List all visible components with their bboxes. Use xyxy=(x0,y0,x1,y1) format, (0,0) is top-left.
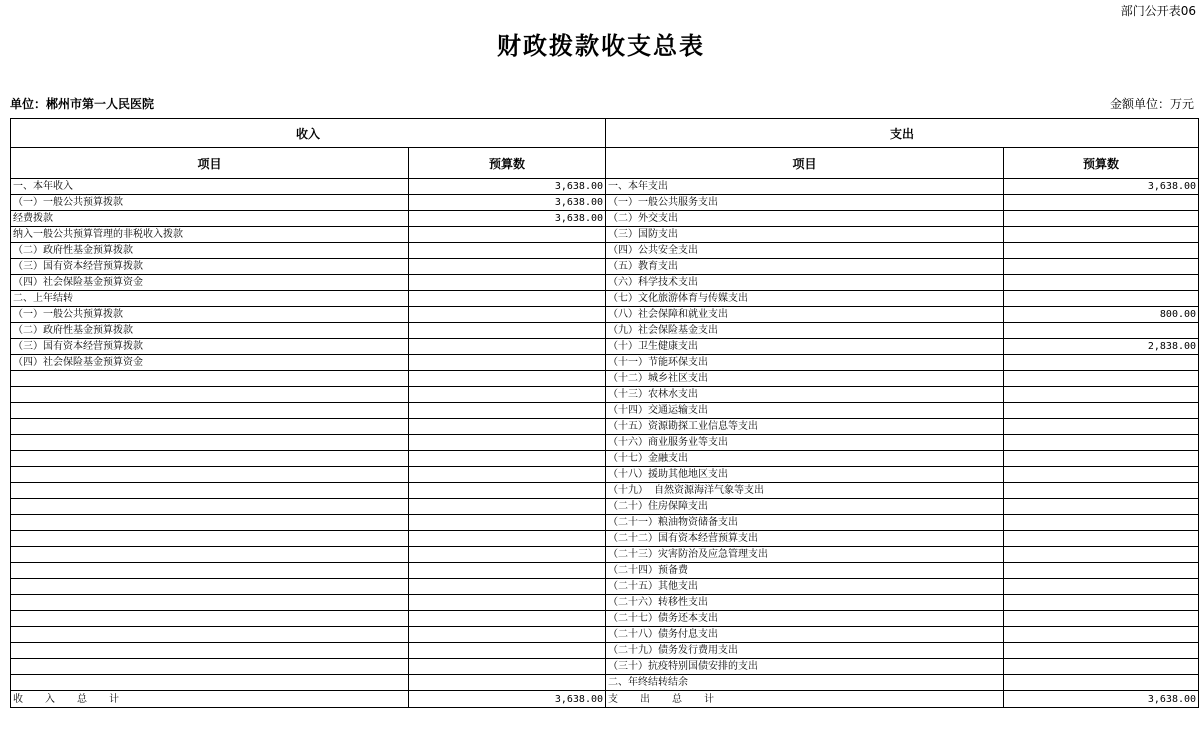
table-row xyxy=(11,387,1199,403)
table-row xyxy=(11,179,1199,195)
income-item-cell xyxy=(11,419,409,435)
table-row xyxy=(11,227,1199,243)
expense-value-cell xyxy=(1004,563,1199,579)
table-row xyxy=(11,515,1199,531)
expense-value-cell xyxy=(1004,323,1199,339)
income-item-cell: 纳入一般公共预算管理的非税收入拨款 xyxy=(11,227,409,243)
income-value-cell xyxy=(409,547,606,563)
income-value-cell xyxy=(409,435,606,451)
expense-value-cell xyxy=(1004,435,1199,451)
expense-value-cell xyxy=(1004,371,1199,387)
unit-row xyxy=(10,95,1194,109)
table-row xyxy=(11,579,1199,595)
page-title: 财政拨款收支总表 xyxy=(497,31,705,60)
expense-value-cell xyxy=(1004,467,1199,483)
header-row-sections xyxy=(11,119,1199,148)
table-row xyxy=(11,643,1199,659)
income-value-cell xyxy=(409,403,606,419)
expense-item-cell: （十一）节能环保支出 xyxy=(606,355,1004,371)
expense-value-cell xyxy=(1004,387,1199,403)
income-value-cell xyxy=(409,483,606,499)
expense-item-cell: （十三）农林水支出 xyxy=(606,387,1004,403)
expense-value-cell: 800.00 xyxy=(1004,307,1199,323)
income-value-cell xyxy=(409,243,606,259)
expense-budget-header: 预算数 xyxy=(1004,148,1199,179)
income-item-header: 项目 xyxy=(11,148,409,179)
expense-total-label xyxy=(606,691,1004,708)
income-item-cell: （一）一般公共预算拨款 xyxy=(11,307,409,323)
header-row-columns xyxy=(11,148,1199,179)
total-row xyxy=(11,691,1199,708)
income-total-text: 收入总计 xyxy=(13,693,141,705)
expense-item-cell: （二十六）转移性支出 xyxy=(606,595,1004,611)
income-value-cell xyxy=(409,419,606,435)
income-value-cell: 3,638.00 xyxy=(409,195,606,211)
table-row xyxy=(11,371,1199,387)
income-value-cell xyxy=(409,307,606,323)
table-row xyxy=(11,483,1199,499)
expense-item-cell: （二十一）粮油物资储备支出 xyxy=(606,515,1004,531)
table-row xyxy=(11,355,1199,371)
income-value-cell xyxy=(409,275,606,291)
income-item-cell xyxy=(11,531,409,547)
expense-value-cell xyxy=(1004,211,1199,227)
table-row xyxy=(11,419,1199,435)
table-body xyxy=(11,179,1199,691)
income-total-label xyxy=(11,691,409,708)
expense-value-cell: 3,638.00 xyxy=(1004,179,1199,195)
table-row xyxy=(11,451,1199,467)
income-value-cell xyxy=(409,291,606,307)
table-row xyxy=(11,259,1199,275)
expense-value-cell xyxy=(1004,243,1199,259)
expense-item-cell: （二）外交支出 xyxy=(606,211,1004,227)
expense-value-cell xyxy=(1004,355,1199,371)
income-value-cell xyxy=(409,531,606,547)
table-row xyxy=(11,291,1199,307)
income-value-cell xyxy=(409,515,606,531)
expense-value-cell xyxy=(1004,259,1199,275)
income-item-cell: （一）一般公共预算拨款 xyxy=(11,195,409,211)
income-item-cell xyxy=(11,563,409,579)
expense-value-cell xyxy=(1004,419,1199,435)
table-row xyxy=(11,547,1199,563)
table-row xyxy=(11,467,1199,483)
income-value-cell xyxy=(409,371,606,387)
table-row xyxy=(11,675,1199,691)
income-value-cell xyxy=(409,595,606,611)
amount-unit: 金额单位：万元 xyxy=(1109,97,1194,111)
income-item-cell xyxy=(11,371,409,387)
expense-item-cell: （十八）援助其他地区支出 xyxy=(606,467,1004,483)
income-item-cell xyxy=(11,435,409,451)
income-item-cell xyxy=(11,579,409,595)
table-row xyxy=(11,211,1199,227)
income-value-cell xyxy=(409,499,606,515)
income-value-cell xyxy=(409,611,606,627)
income-value-cell xyxy=(409,355,606,371)
document-code: 部门公开表06 xyxy=(1120,4,1196,18)
expense-total-text: 支出总计 xyxy=(608,693,737,705)
table-row xyxy=(11,595,1199,611)
income-value-cell xyxy=(409,643,606,659)
table-row xyxy=(11,531,1199,547)
table-row xyxy=(11,611,1199,627)
table-row xyxy=(11,563,1199,579)
income-item-cell xyxy=(11,483,409,499)
income-value-cell xyxy=(409,339,606,355)
expense-value-cell xyxy=(1004,547,1199,563)
expense-item-cell: （七）文化旅游体育与传媒支出 xyxy=(606,291,1004,307)
income-item-cell xyxy=(11,451,409,467)
expense-item-cell: （二十七）债务还本支出 xyxy=(606,611,1004,627)
income-value-cell xyxy=(409,627,606,643)
expense-item-cell: （四）公共安全支出 xyxy=(606,243,1004,259)
expense-value-cell xyxy=(1004,595,1199,611)
table-row xyxy=(11,307,1199,323)
expense-value-cell xyxy=(1004,515,1199,531)
expense-value-cell xyxy=(1004,675,1199,691)
income-value-cell xyxy=(409,227,606,243)
expense-header: 支出 xyxy=(606,119,1199,148)
expense-item-cell: 二、年终结转结余 xyxy=(606,675,1004,691)
income-item-cell xyxy=(11,675,409,691)
expense-value-cell xyxy=(1004,451,1199,467)
table-row xyxy=(11,627,1199,643)
expense-item-cell: （六）科学技术支出 xyxy=(606,275,1004,291)
expense-item-cell: （二十九）债务发行费用支出 xyxy=(606,643,1004,659)
expense-item-cell: 一、本年支出 xyxy=(606,179,1004,195)
table-row xyxy=(11,499,1199,515)
income-item-cell xyxy=(11,643,409,659)
income-item-cell: 二、上年结转 xyxy=(11,291,409,307)
income-value-cell xyxy=(409,387,606,403)
income-item-cell xyxy=(11,403,409,419)
organization-unit: 单位：郴州市第一人民医院 xyxy=(10,97,155,111)
expense-item-cell: （二十八）债务付息支出 xyxy=(606,627,1004,643)
income-value-cell xyxy=(409,451,606,467)
income-value-cell xyxy=(409,659,606,675)
income-item-cell xyxy=(11,515,409,531)
expense-value-cell xyxy=(1004,531,1199,547)
budget-table xyxy=(10,118,1199,708)
income-item-cell xyxy=(11,627,409,643)
income-item-cell: （三）国有资本经营预算拨款 xyxy=(11,259,409,275)
expense-value-cell xyxy=(1004,579,1199,595)
expense-item-cell: （三十）抗疫特别国债安排的支出 xyxy=(606,659,1004,675)
table-row xyxy=(11,275,1199,291)
expense-item-cell: （十五）资源勘探工业信息等支出 xyxy=(606,419,1004,435)
expense-item-cell: （十七）金融支出 xyxy=(606,451,1004,467)
expense-value-cell xyxy=(1004,499,1199,515)
income-total-value: 3,638.00 xyxy=(409,691,606,708)
expense-item-cell: （二十四）预备费 xyxy=(606,563,1004,579)
income-item-cell xyxy=(11,659,409,675)
income-item-cell xyxy=(11,467,409,483)
expense-value-cell xyxy=(1004,659,1199,675)
expense-item-cell: （十九） 自然资源海洋气象等支出 xyxy=(606,483,1004,499)
table-row xyxy=(11,195,1199,211)
income-value-cell: 3,638.00 xyxy=(409,179,606,195)
expense-item-cell: （十二）城乡社区支出 xyxy=(606,371,1004,387)
income-value-cell: 3,638.00 xyxy=(409,211,606,227)
income-item-cell xyxy=(11,547,409,563)
income-item-cell xyxy=(11,499,409,515)
income-budget-header: 预算数 xyxy=(409,148,606,179)
income-item-cell: （四）社会保险基金预算资金 xyxy=(11,355,409,371)
expense-item-cell: （十六）商业服务业等支出 xyxy=(606,435,1004,451)
table-row xyxy=(11,659,1199,675)
income-value-cell xyxy=(409,467,606,483)
income-item-cell: 经费拨款 xyxy=(11,211,409,227)
expense-item-cell: （十）卫生健康支出 xyxy=(606,339,1004,355)
table-row xyxy=(11,243,1199,259)
income-value-cell xyxy=(409,259,606,275)
expense-item-cell: （五）教育支出 xyxy=(606,259,1004,275)
expense-value-cell xyxy=(1004,643,1199,659)
expense-value-cell xyxy=(1004,291,1199,307)
expense-value-cell xyxy=(1004,483,1199,499)
expense-value-cell xyxy=(1004,627,1199,643)
expense-item-cell: （二十二）国有资本经营预算支出 xyxy=(606,531,1004,547)
table-row xyxy=(11,403,1199,419)
income-item-cell xyxy=(11,611,409,627)
expense-value-cell xyxy=(1004,227,1199,243)
expense-item-cell: （二十三）灾害防治及应急管理支出 xyxy=(606,547,1004,563)
income-value-cell xyxy=(409,563,606,579)
expense-item-cell: （一）一般公共服务支出 xyxy=(606,195,1004,211)
table-row xyxy=(11,323,1199,339)
income-item-cell: 一、本年收入 xyxy=(11,179,409,195)
income-item-cell: （二）政府性基金预算拨款 xyxy=(11,243,409,259)
expense-value-cell xyxy=(1004,275,1199,291)
income-item-cell: （四）社会保险基金预算资金 xyxy=(11,275,409,291)
expense-value-cell xyxy=(1004,195,1199,211)
table-row xyxy=(11,435,1199,451)
expense-value-cell xyxy=(1004,611,1199,627)
income-item-cell: （二）政府性基金预算拨款 xyxy=(11,323,409,339)
income-value-cell xyxy=(409,675,606,691)
income-item-cell xyxy=(11,595,409,611)
expense-item-cell: （十四）交通运输支出 xyxy=(606,403,1004,419)
expense-item-header: 项目 xyxy=(606,148,1004,179)
expense-item-cell: （八）社会保障和就业支出 xyxy=(606,307,1004,323)
expense-item-cell: （九）社会保险基金支出 xyxy=(606,323,1004,339)
expense-value-cell xyxy=(1004,403,1199,419)
income-item-cell: （三）国有资本经营预算拨款 xyxy=(11,339,409,355)
expense-item-cell: （二十五）其他支出 xyxy=(606,579,1004,595)
income-header: 收入 xyxy=(11,119,606,148)
income-value-cell xyxy=(409,579,606,595)
income-value-cell xyxy=(409,323,606,339)
income-item-cell xyxy=(11,387,409,403)
expense-item-cell: （二十）住房保障支出 xyxy=(606,499,1004,515)
expense-item-cell: （三）国防支出 xyxy=(606,227,1004,243)
table-row xyxy=(11,339,1199,355)
expense-total-value: 3,638.00 xyxy=(1004,691,1199,708)
expense-value-cell: 2,838.00 xyxy=(1004,339,1199,355)
